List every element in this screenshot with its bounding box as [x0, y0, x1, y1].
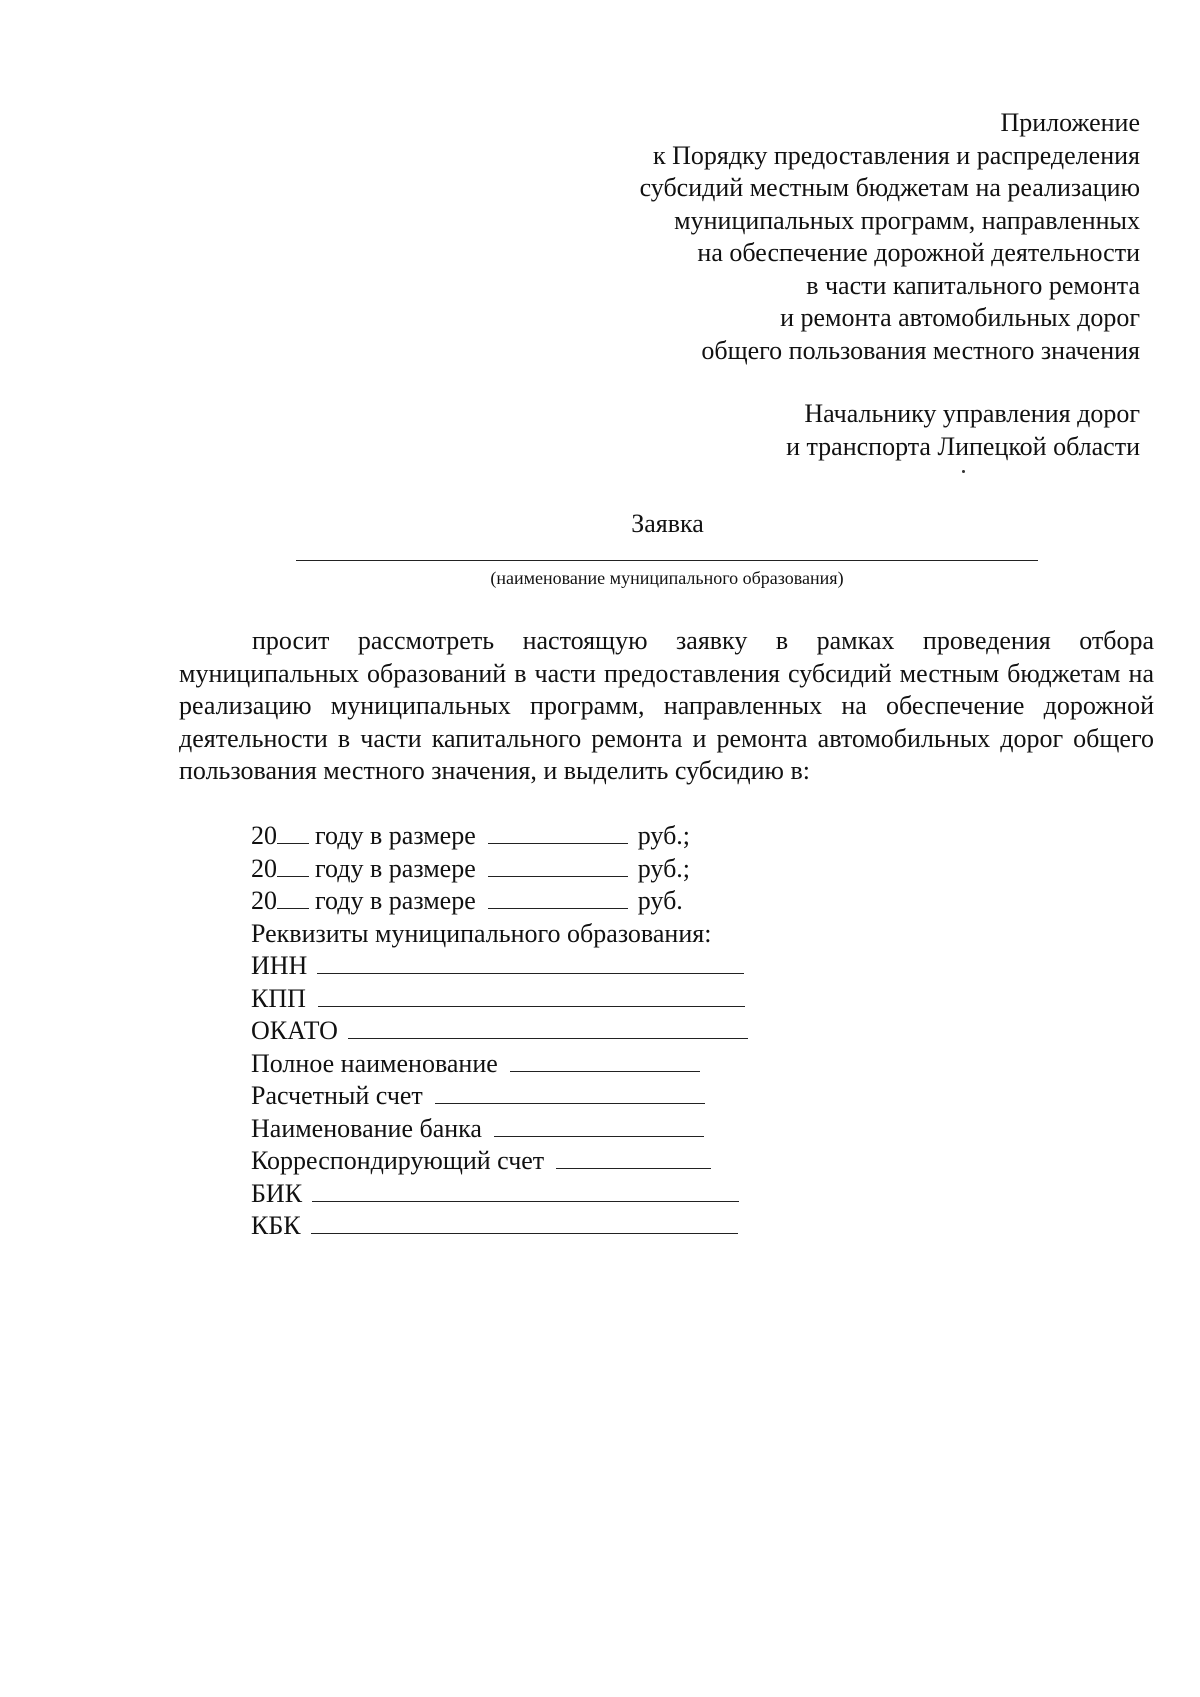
bik-field[interactable]: [312, 1179, 739, 1202]
requisite-bik: [251, 1178, 752, 1211]
addressee-block: [786, 398, 1140, 463]
year-prefix: 20: [251, 821, 277, 850]
subsidy-row-text: году в размере: [315, 821, 476, 850]
appendix-line: на обеспечение дорожной деятельности: [697, 238, 1140, 267]
year-blank[interactable]: [277, 821, 309, 844]
amount-blank[interactable]: [488, 854, 628, 877]
subsidy-row-text: году в размере: [315, 853, 476, 883]
appendix-line: муниципальных программ, направленных: [674, 205, 1140, 235]
requisites-heading-text: Реквизиты муниципального образования:: [251, 918, 712, 948]
appendix-line: в части капитального ремонта: [806, 270, 1140, 300]
year-prefix: 20: [251, 886, 277, 915]
amount-blank[interactable]: [488, 886, 628, 909]
municipality-name-caption: (наименование муниципального образования): [490, 568, 844, 588]
requisite-corr-account: [251, 1145, 752, 1178]
requisite-label: ИНН: [251, 951, 308, 980]
requisite-kpp: [251, 983, 752, 1016]
addressee-line: Начальнику управления дорог: [804, 399, 1140, 428]
requisites-heading: [251, 918, 752, 951]
year-prefix: 20: [251, 853, 277, 883]
appendix-header: [640, 107, 1140, 367]
okato-field[interactable]: [348, 1016, 748, 1039]
form-rows: [251, 820, 752, 1243]
municipality-name-field[interactable]: [296, 560, 1038, 561]
amount-blank[interactable]: [488, 821, 628, 844]
requisite-inn: [251, 950, 752, 983]
currency-unit: руб.;: [637, 821, 691, 850]
appendix-line: общего пользования местного значения: [701, 335, 1140, 365]
subsidy-row: [251, 853, 752, 886]
requisite-label: Корреспондирующий счет: [251, 1146, 545, 1175]
year-blank[interactable]: [277, 886, 309, 909]
bank-name-field[interactable]: [494, 1114, 704, 1137]
kbk-field[interactable]: [311, 1211, 738, 1234]
scan-speck: [962, 470, 965, 473]
request-text: просит рассмотреть настоящую заявку в рамках проведения отбора муниципальных образований в части предоставления субсидий местным бюджетам на реализацию муниципальных программ, направленных на обеспечение дорожной деятельности в части капитального ремонта и ремонта автомобильных дорог общего пользования местного значения, и выделить субсидию в:: [179, 626, 1154, 785]
request-paragraph: [179, 625, 1154, 788]
requisite-label: КБК: [251, 1211, 301, 1240]
subsidy-row: [251, 820, 752, 853]
requisite-label: БИК: [251, 1178, 303, 1208]
corr-account-field[interactable]: [556, 1146, 711, 1169]
kpp-field[interactable]: [318, 984, 745, 1007]
year-blank[interactable]: [277, 854, 309, 877]
addressee-line: и транспорта Липецкой области: [786, 431, 1140, 461]
currency-unit: руб.;: [637, 853, 691, 883]
requisite-label: ОКАТО: [251, 1016, 338, 1045]
currency-unit: руб.: [637, 886, 683, 915]
requisite-bank: [251, 1113, 752, 1146]
requisite-kbk: [251, 1210, 752, 1243]
requisite-label: Полное наименование: [251, 1048, 498, 1078]
document-title: Заявка: [631, 509, 704, 538]
appendix-line: Приложение: [1000, 108, 1140, 137]
inn-field[interactable]: [317, 951, 744, 974]
requisite-label: Расчетный счет: [251, 1081, 423, 1110]
requisite-label: КПП: [251, 983, 306, 1013]
requisite-okato: [251, 1015, 752, 1048]
subsidy-row: [251, 885, 752, 918]
account-field[interactable]: [435, 1081, 705, 1104]
full-name-field[interactable]: [510, 1049, 700, 1072]
appendix-line: к Порядку предоставления и распределения: [652, 140, 1140, 170]
requisite-full-name: [251, 1048, 752, 1081]
subsidy-row-text: году в размере: [315, 886, 476, 915]
requisite-account: [251, 1080, 752, 1113]
appendix-line: и ремонта автомобильных дорог: [780, 303, 1140, 332]
requisite-label: Наименование банка: [251, 1113, 482, 1143]
appendix-line: субсидий местным бюджетам на реализацию: [639, 173, 1140, 202]
